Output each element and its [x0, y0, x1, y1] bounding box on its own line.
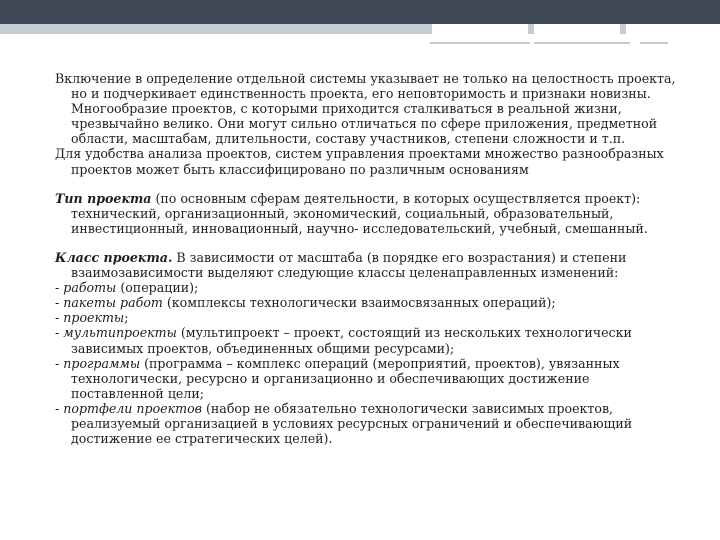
list-item-prefix: -	[55, 355, 64, 371]
accent-tab	[432, 24, 528, 34]
spacer	[55, 177, 680, 191]
paragraph-project-class	[55, 250, 680, 280]
list-item	[55, 325, 680, 355]
list-item-term: проекты	[63, 310, 125, 326]
project-type-term: Тип проекта	[55, 190, 152, 206]
list-item-term: программы	[63, 355, 141, 371]
list-item-term: работы	[63, 280, 117, 296]
list-item-prefix: -	[55, 295, 64, 311]
list-item-text: (комплексы технологически взаимосвязанных операций);	[162, 295, 556, 311]
list-item-text: ;	[124, 310, 129, 326]
paragraph-definition: Включение в определение отдельной системы указывает не только на целостность проекта, но и подчеркивает единственность проекта, его неповторимость и признаки новизны. Многообразие проектов, с которыми приходится сталкиваться в реальной жизни, чрезвычайно велико. Они могут сильно отличаться по сфере приложения, предметной области, масштабам, длительности, составу участников, степени сложности и т.п.	[55, 71, 676, 147]
paragraph-classification: Для удобства анализа проектов, систем управления проектами множество разнообразных проектов может быть классифицировано по различным основаниям	[55, 146, 664, 177]
list-item-prefix: -	[55, 310, 64, 326]
list-item-text: (набор не обязательно технологически зависимых проектов, реализуемый организацией в условиях ресурсных ограничений и обеспечивающий достижение ее стратегических целей).	[71, 400, 633, 447]
accent-tab	[534, 24, 620, 34]
list-item-prefix: -	[55, 325, 64, 341]
list-item-term: портфели проектов	[63, 400, 202, 416]
accent-underline	[430, 42, 530, 44]
list-item-prefix: -	[55, 400, 64, 416]
project-class-text: В зависимости от масштаба (в порядке его возрастания) и степени взаимозависимости выделяют следующие классы целенаправленных изменений:	[71, 249, 627, 281]
list-item-prefix: -	[55, 280, 64, 296]
list-item-text: (программа – комплекс операций (мероприятий, проектов), увязанных технологически, ресурсно и организационно и обеспечивающих достижение поставленной цели;	[71, 355, 620, 401]
project-class-term: Класс проекта.	[55, 249, 173, 265]
list-item	[55, 280, 680, 295]
list-item-term: мультипроекты	[63, 325, 177, 341]
list-item	[55, 295, 680, 310]
spacer	[55, 236, 680, 250]
header-bar	[0, 0, 720, 24]
accent-underline	[534, 42, 630, 44]
list-item	[55, 310, 680, 325]
slide-body	[55, 71, 680, 446]
list-item-text: (мультипроект – проект, состоящий из нескольких технологически зависимых проектов, объединенных общими ресурсами);	[71, 325, 632, 356]
list-item	[55, 401, 680, 446]
accent-tab	[626, 24, 720, 34]
list-item	[55, 356, 680, 401]
accent-underline	[640, 42, 668, 44]
paragraph-project-type	[55, 191, 680, 236]
list-item-text: (операции);	[116, 280, 199, 296]
project-type-text: (по основным сферам деятельности, в которых осуществляется проект): технический, организационный, экономический, социальный, образовательный, инвестиционный, инновационный, научно- исследовательский, учебный, смешанный.	[71, 190, 648, 236]
list-item-term: пакеты работ	[63, 295, 163, 311]
